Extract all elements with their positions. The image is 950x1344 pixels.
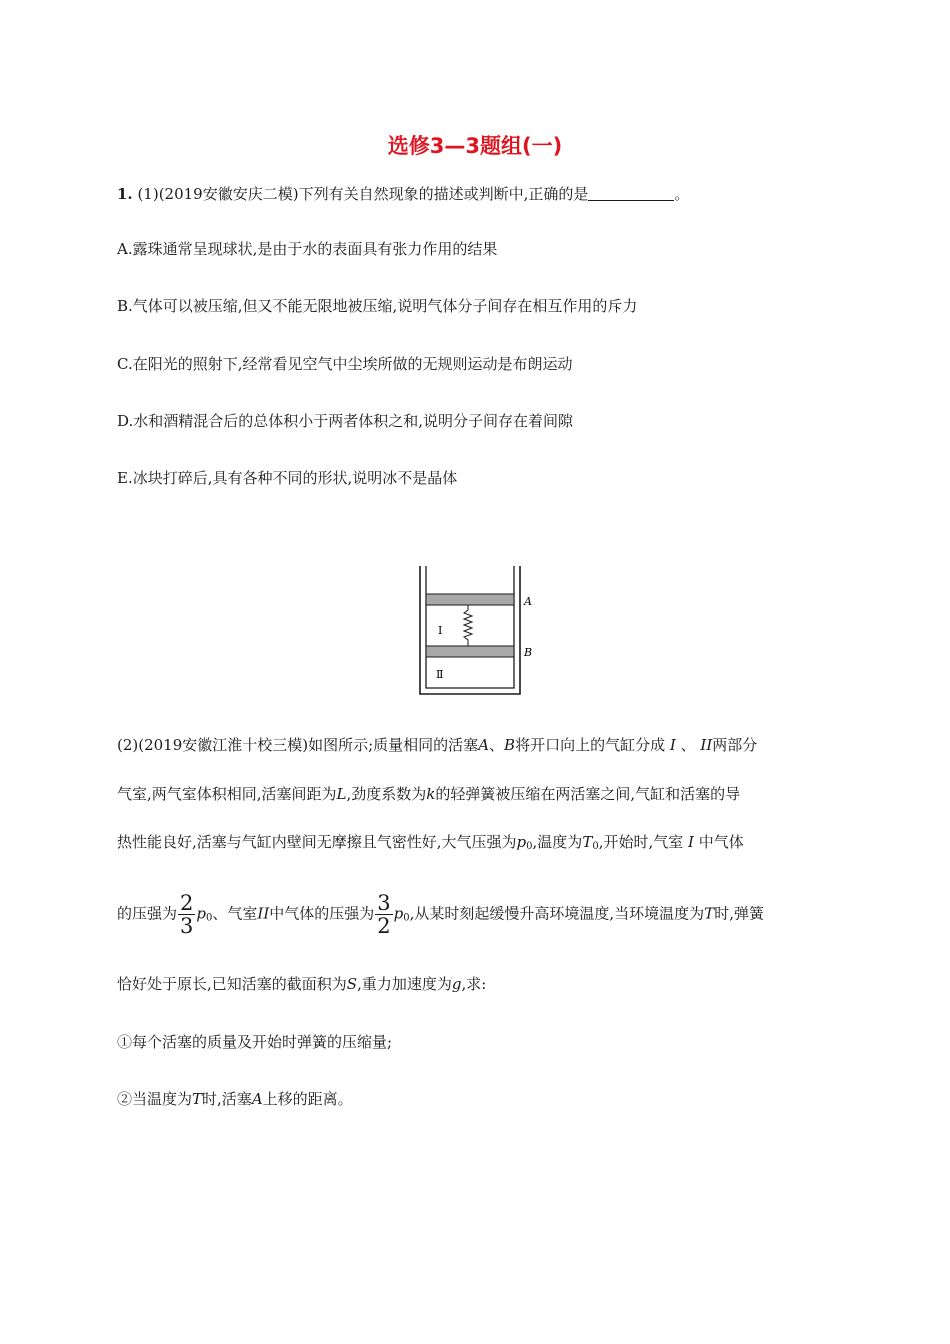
label-a: A [524, 595, 532, 608]
stem-end: 。 [674, 185, 690, 203]
question-number: 1. [117, 185, 133, 203]
page-title: 选修3—3题组(一) [387, 134, 563, 158]
label-b: B [524, 646, 533, 659]
question-1-stem [117, 183, 689, 204]
option-e: E.冰块打碎后,具有各种不同的形状,说明冰不是晶体 [117, 469, 458, 487]
option-d: D.水和酒精混合后的总体积小于两者体积之和,说明分子间存在着间隙 [117, 412, 574, 430]
piston-b [426, 646, 514, 657]
q2-line-1: (2)(2019安徽江淮十校三模)如图所示;质量相同的活塞A、B将开口向上的气缸分成 I 、 II两部分 [117, 736, 758, 754]
stem-text: (1)(2019安徽安庆二模)下列有关自然现象的描述或判断中,正确的是 [137, 185, 589, 203]
answer-blank [588, 186, 674, 201]
q2-line-3: 热性能良好,活塞与气缸内壁间无摩擦且气密性好,大气压强为$p_0$,温度为$T_0$,开始时,气室 I 中气体 [117, 833, 744, 852]
option-b: B.气体可以被压缩,但又不能无限地被压缩,说明气体分子间存在相互作用的斥力 [117, 297, 638, 315]
cylinder-diagram [412, 562, 542, 700]
spring [464, 605, 472, 646]
q2-line-2: 气室,两气室体积相同,活塞间距为L,劲度系数为k的轻弹簧被压缩在两活塞之间,气缸和活塞的导 [117, 785, 741, 803]
q2-sub-question-1: ①每个活塞的质量及开始时弹簧的压缩量; [117, 1033, 393, 1051]
q2-sub-question-2: ②当温度为T时,活塞A上移的距离。 [117, 1090, 353, 1108]
label-chamber-1: Ⅰ [438, 624, 443, 637]
fraction-3-2: $\frac{3}{2}$ [377, 891, 391, 938]
label-chamber-2: Ⅱ [436, 668, 444, 681]
q2-line-4: 的压强为 $\frac{2}{3}$ $p_0$、气室II中气体的压强为 $\frac{3}{2}$ $p_0$,从某时刻起缓慢升高环境温度,当环境温度为T时,弹簧 [117, 891, 764, 938]
piston-a [426, 594, 514, 605]
fraction-2-3: $\frac{2}{3}$ [180, 891, 194, 938]
option-a: A.露珠通常呈现球状,是由于水的表面具有张力作用的结果 [117, 240, 498, 258]
option-c: C.在阳光的照射下,经常看见空气中尘埃所做的无规则运动是布朗运动 [117, 355, 573, 373]
q2-line-5: 恰好处于原长,已知活塞的截面积为S,重力加速度为g,求: [117, 975, 487, 993]
